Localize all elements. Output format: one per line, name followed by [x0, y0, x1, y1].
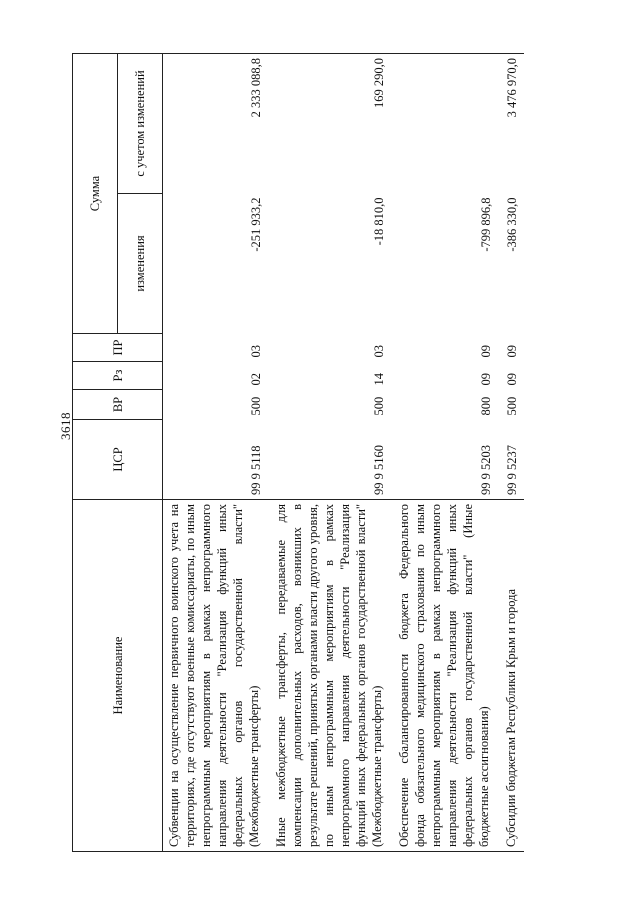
row-csr: 99 9 5203	[479, 445, 493, 495]
row-vr: 800	[479, 396, 493, 416]
row-changes: -251 933,2	[249, 197, 263, 252]
row-name: Субсидии бюджетам Республики Крым и города	[500, 500, 524, 852]
row-rz: 09	[505, 373, 519, 386]
header-csr: ЦСР	[73, 420, 163, 500]
row-csr: 99 9 5118	[249, 445, 263, 495]
row-changes: -386 330,0	[505, 197, 519, 252]
row-rz: 14	[372, 373, 386, 386]
row-csr: 99 9 5160	[372, 445, 386, 495]
row-pr: 09	[505, 345, 519, 358]
row-vr: 500	[372, 396, 386, 416]
row-vr: 500	[505, 396, 519, 416]
page-number: 3618	[58, 412, 73, 440]
header-rz: Рз	[73, 362, 163, 390]
budget-table	[72, 53, 524, 852]
row-pr: 09	[479, 345, 493, 358]
row-name: Обеспечение сбалансированности бюджета Федерального фонда обязательного медицинского страхования по иным непрограммным мероприятиям в рамках непрограммного направления деятельности "Реализация функций иных федеральных органов государственной власти" (Иные бюджетные ассигнования)	[393, 500, 500, 852]
header-with-changes: с учетом изменений	[118, 54, 163, 194]
header-sum: Сумма	[73, 54, 118, 334]
table-body	[163, 54, 525, 852]
table-header	[73, 54, 163, 852]
row-name: Субвенции на осуществление первичного воинского учета на территориях, где отсутствуют военные комиссариаты, по иным непрограммным мероприятиям в рамках непрограммного направления деятельности "Реализация функций иных федеральных органов государственной власти" (Межбюджетные трансферты)	[163, 500, 271, 852]
row-rz: 02	[249, 373, 263, 386]
row-rz: 09	[479, 373, 493, 386]
header-changes: изменения	[118, 194, 163, 334]
table-row	[163, 54, 271, 852]
header-name: Наименование	[73, 500, 163, 852]
table-row	[393, 54, 500, 852]
row-with-changes: 3 476 970,0	[500, 54, 524, 194]
row-name: Иные межбюджетные трансферты, передаваемые для компенсации дополнительных расходов, возникших в результате решений, принятых органами власти другого уровня, по иным непрограммным мероприятиям в рамках непрограммного направления деятельности "Реализация функций иных федеральных органов государственной власти" (Межбюджетные трансферты)	[270, 500, 393, 852]
header-vr: ВР	[73, 390, 163, 420]
row-pr: 03	[372, 345, 386, 358]
row-changes: -18 810,0	[372, 197, 386, 246]
table-row	[500, 54, 524, 852]
budget-table-page	[72, 54, 620, 852]
row-changes: -799 896,8	[479, 197, 493, 252]
row-with-changes: 2 333 088,8	[163, 54, 271, 194]
row-with-changes	[393, 54, 500, 194]
row-vr: 500	[249, 396, 263, 416]
row-pr: 03	[249, 345, 263, 358]
row-with-changes: 169 290,0	[270, 54, 393, 194]
table-row	[270, 54, 393, 852]
header-pr: ПР	[73, 334, 163, 362]
row-csr: 99 9 5237	[505, 445, 519, 495]
